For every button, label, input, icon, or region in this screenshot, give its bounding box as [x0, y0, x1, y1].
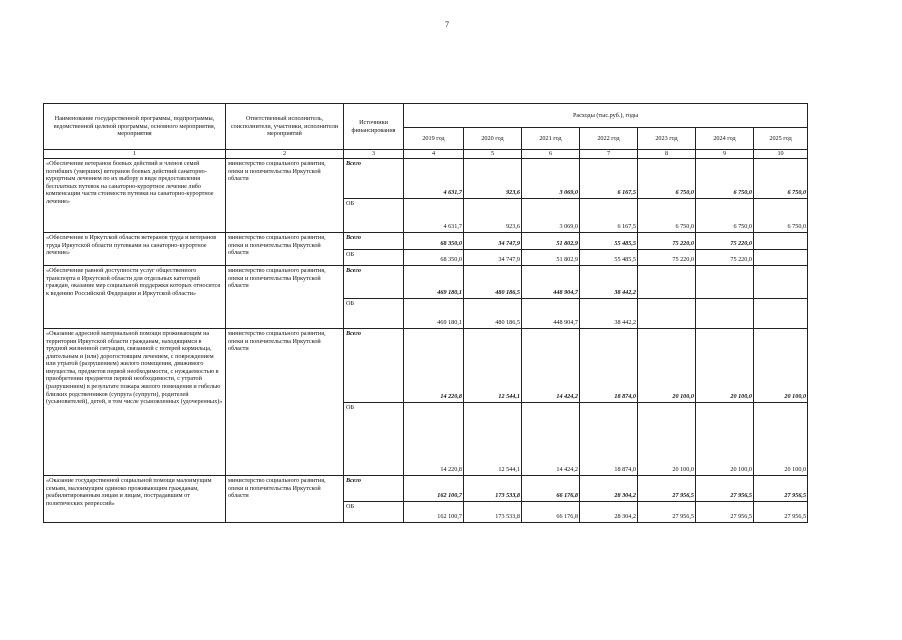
ob-value: 28 304,2 — [580, 502, 638, 523]
ob-value: 469 180,1 — [404, 299, 464, 329]
total-value: 6 750,0 — [754, 159, 808, 199]
total-value: 34 747,9 — [464, 233, 522, 250]
ob-value: 4 631,7 — [404, 199, 464, 233]
column-number: 6 — [522, 150, 580, 159]
ob-value: 75 220,0 — [638, 250, 696, 266]
ob-value: 6 750,0 — [696, 199, 754, 233]
column-number: 8 — [638, 150, 696, 159]
header-year: 2023 год — [638, 128, 696, 150]
column-number: 7 — [580, 150, 638, 159]
ob-value: 51 802,9 — [522, 250, 580, 266]
column-number: 9 — [696, 150, 754, 159]
total-value: 162 100,7 — [404, 476, 464, 502]
source-ob-label: ОБ — [344, 250, 404, 266]
total-value — [754, 233, 808, 250]
header-year: 2025 год — [754, 128, 808, 150]
header-sources: Источники финансирования — [344, 104, 404, 150]
total-value — [696, 266, 754, 299]
total-value: 6 750,0 — [696, 159, 754, 199]
ob-value — [754, 299, 808, 329]
total-value: 27 956,5 — [696, 476, 754, 502]
total-value: 6 750,0 — [638, 159, 696, 199]
ob-value: 20 100,0 — [638, 403, 696, 476]
ob-value: 20 100,0 — [696, 403, 754, 476]
responsible-executor: министерство социального развития, опеки и попечительства Иркутской области — [226, 266, 344, 329]
ob-value: 38 442,2 — [580, 299, 638, 329]
source-ob-label: ОБ — [344, 403, 404, 476]
total-value — [638, 266, 696, 299]
ob-value: 12 544,1 — [464, 403, 522, 476]
header-name: Наименование государственной программы, подпрограммы, ведомственной целевой программы, основного мероприятия, мероприятия — [44, 104, 226, 150]
total-value: 14 220,8 — [404, 329, 464, 403]
source-total-label: Всего — [344, 476, 404, 502]
total-value: 27 956,5 — [638, 476, 696, 502]
header-expenses: Расходы (тыс.руб.), годы — [404, 104, 808, 128]
total-value: 4 631,7 — [404, 159, 464, 199]
ob-value: 68 350,0 — [404, 250, 464, 266]
ob-value — [638, 299, 696, 329]
ob-value: 14 220,8 — [404, 403, 464, 476]
total-value: 75 220,0 — [638, 233, 696, 250]
table-row — [44, 476, 808, 502]
ob-value: 173 533,8 — [464, 502, 522, 523]
table-header — [44, 104, 808, 159]
source-ob-label: ОБ — [344, 502, 404, 523]
source-total-label: Всего — [344, 159, 404, 199]
total-value: 75 220,0 — [696, 233, 754, 250]
table-row — [44, 329, 808, 403]
ob-value: 27 956,5 — [754, 502, 808, 523]
ob-value: 6 750,0 — [638, 199, 696, 233]
total-value: 20 100,0 — [638, 329, 696, 403]
ob-value: 27 956,5 — [638, 502, 696, 523]
ob-value: 923,6 — [464, 199, 522, 233]
ob-value: 34 747,9 — [464, 250, 522, 266]
total-value: 27 956,5 — [754, 476, 808, 502]
measure-name: «Обеспечение равной доступности услуг общественного транспорта в Иркутской области для отдельных категорий граждан, оказание мер социальной поддержки которых относится к ведению Российской Федерации и Иркутской области» — [44, 266, 226, 329]
ob-value: 55 485,5 — [580, 250, 638, 266]
measure-name: «Обеспечение в Иркутской области ветеранов труда и ветеранов труда Иркутской области путевками на санаторно-курортное лечение» — [44, 233, 226, 266]
source-total-label: Всего — [344, 329, 404, 403]
column-number: 3 — [344, 150, 404, 159]
ob-value: 14 424,2 — [522, 403, 580, 476]
ob-value: 27 956,5 — [696, 502, 754, 523]
total-value: 923,6 — [464, 159, 522, 199]
measure-name: «Оказание адресной материальной помощи проживающим на территории Иркутской области гражданам, находящимся в трудной жизненной ситуации, связанной с потерей кормильца, длительным и (или) дорогостоящим лечением, с повреждением или утратой (разрушением) жилого помещения, движимого имущества, предметов первой необходимости, с нуждаемостью в приобретении предметов первой необходимости, с утратой (разрушением) в результате пожара жилого помещения и гибелью близких родственников (супруга (супруги), родителей (усыновителей), детей, в том числе усыновленных (удочеренных)» — [44, 329, 226, 476]
measure-name: «Обеспечение ветеранов боевых действий и членов семей погибших (умерших) ветеранов боевых действий санаторно-курортным лечением по их выбору в виде предоставления бесплатных путевок на санаторно-курортное лечение либо компенсации части стоимости путевки на санаторно-курортное лечение» — [44, 159, 226, 233]
header-year: 2021 год — [522, 128, 580, 150]
responsible-executor: министерство социального развития, опеки и попечительства Иркутской области — [226, 329, 344, 476]
table-row — [44, 159, 808, 199]
total-value: 28 304,2 — [580, 476, 638, 502]
source-total-label: Всего — [344, 266, 404, 299]
total-value: 14 424,2 — [522, 329, 580, 403]
total-value: 469 180,1 — [404, 266, 464, 299]
total-value: 18 874,0 — [580, 329, 638, 403]
header-year: 2019 год — [404, 128, 464, 150]
ob-value: 448 904,7 — [522, 299, 580, 329]
column-number: 1 — [44, 150, 226, 159]
total-value: 448 904,7 — [522, 266, 580, 299]
total-value: 6 167,5 — [580, 159, 638, 199]
ob-value: 18 874,0 — [580, 403, 638, 476]
table-row — [44, 266, 808, 299]
total-value: 12 544,1 — [464, 329, 522, 403]
source-total-label: Всего — [344, 233, 404, 250]
total-value: 480 186,5 — [464, 266, 522, 299]
header-year: 2024 год — [696, 128, 754, 150]
budget-table — [43, 103, 808, 523]
column-number: 2 — [226, 150, 344, 159]
header-year: 2022 год — [580, 128, 638, 150]
table-row — [44, 233, 808, 250]
ob-value — [754, 250, 808, 266]
ob-value: 3 069,0 — [522, 199, 580, 233]
page-number: 7 — [445, 20, 449, 29]
ob-value: 20 100,0 — [754, 403, 808, 476]
source-ob-label: ОБ — [344, 199, 404, 233]
total-value — [754, 266, 808, 299]
total-value: 68 350,0 — [404, 233, 464, 250]
ob-value: 480 186,5 — [464, 299, 522, 329]
ob-value — [696, 299, 754, 329]
total-value: 173 533,8 — [464, 476, 522, 502]
ob-value: 75 220,0 — [696, 250, 754, 266]
ob-value: 66 176,8 — [522, 502, 580, 523]
column-number: 10 — [754, 150, 808, 159]
header-responsible: Ответственный исполнитель, соисполнители, участники, исполнители мероприятий — [226, 104, 344, 150]
measure-name: «Оказание государственной социальной помощи малоимущим семьям, малоимущим одиноко проживающим гражданам, реабилитированным лицам и лицам, пострадавшим от политических репрессий» — [44, 476, 226, 523]
total-value: 51 802,9 — [522, 233, 580, 250]
total-value: 20 100,0 — [754, 329, 808, 403]
source-ob-label: ОБ — [344, 299, 404, 329]
ob-value: 162 100,7 — [404, 502, 464, 523]
responsible-executor: министерство социального развития, опеки и попечительства Иркутской области — [226, 159, 344, 233]
ob-value: 6 750,0 — [754, 199, 808, 233]
total-value: 3 069,0 — [522, 159, 580, 199]
header-year: 2020 год — [464, 128, 522, 150]
total-value: 38 442,2 — [580, 266, 638, 299]
column-number: 5 — [464, 150, 522, 159]
table-body — [44, 159, 808, 523]
total-value: 66 176,8 — [522, 476, 580, 502]
column-number: 4 — [404, 150, 464, 159]
responsible-executor: министерство социального развития, опеки и попечительства Иркутской области — [226, 233, 344, 266]
total-value: 20 100,0 — [696, 329, 754, 403]
ob-value: 6 167,5 — [580, 199, 638, 233]
responsible-executor: министерство социального развития, опеки и попечительства Иркутской области — [226, 476, 344, 523]
total-value: 55 485,5 — [580, 233, 638, 250]
